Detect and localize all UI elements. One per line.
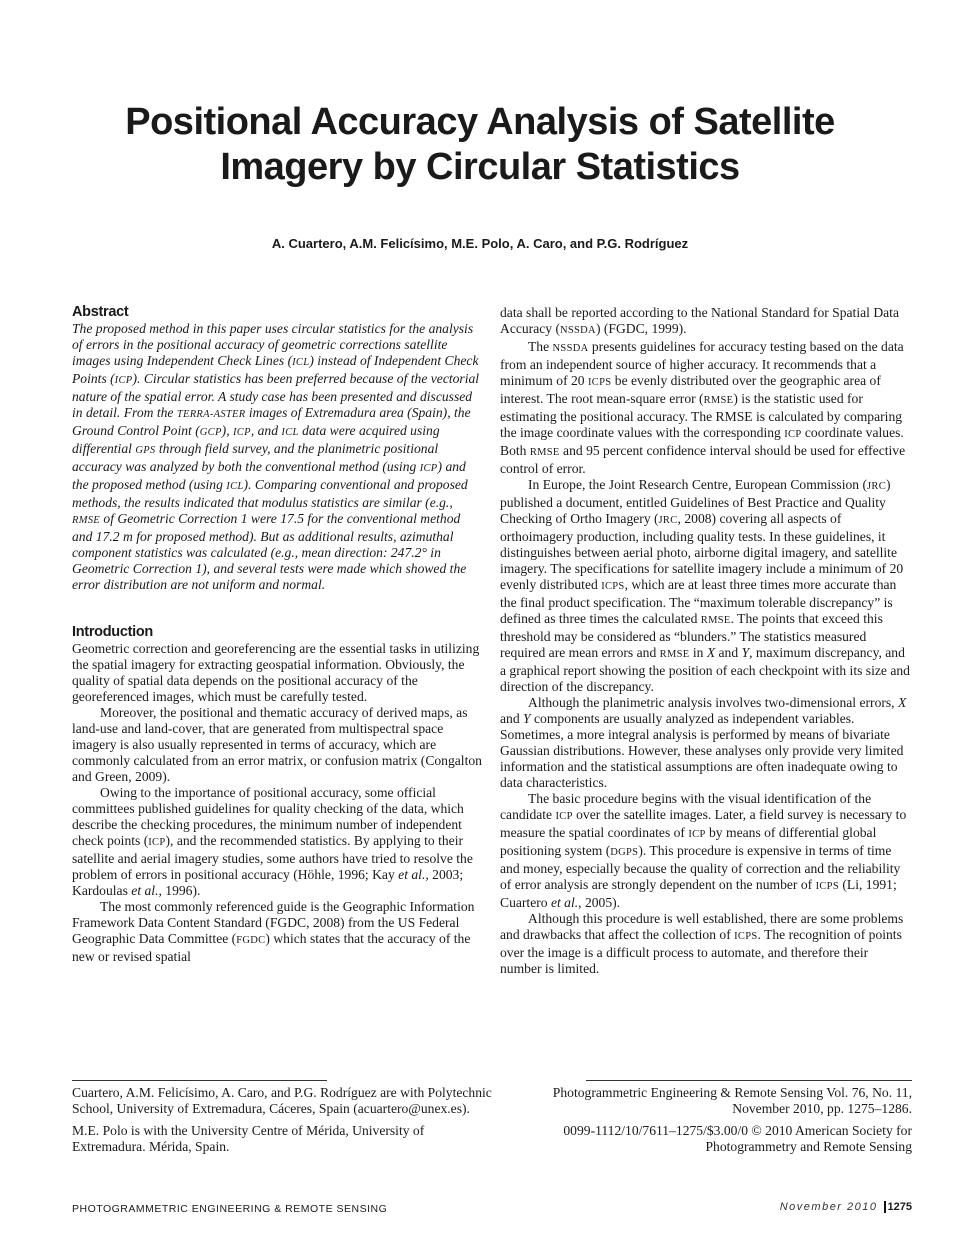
paragraph: Moreover, the positional and thematic accuracy of derived maps, as land-use and land-cover, that are generated from multispectral space imagery is also usually represented in terms of accuracy, which are commonly calculated from an error matrix, or confusion matrix (Congalton and Green, 2009). (72, 705, 482, 784)
running-footer (780, 1201, 912, 1213)
paragraph: The most commonly referenced guide is the Geographic Information Framework Data Content Standard (FGDC, 2008) from the US Federal Geographic Data Committee (FGDC) which states that the accuracy of the new or revised spatial (72, 899, 475, 964)
abstract-text: The proposed method in this paper uses circular statistics for the analysis of errors in the positional accuracy of geometric corrections satellite images using Independent Check Lines (ICL) instead of Independent Check Points (ICP). Circular statistics has been preferred because of the vectorial nature of the spatial error. A study case has been presented and discussed in detail. From the TERRA-ASTER images of Extremadura area (Spain), the Ground Control Point (GCP), ICP, and ICL data were acquired using differential GPS through field survey, and the planimetric positional accuracy was analyzed by both the conventional method (using ICP) and the proposed method (using ICL). Comparing conventional and proposed methods, the results indicated that modulus statistics are similar (e.g., RMSE of Geometric Correction 1 were 17.5 for the conventional method and 17.2 m for proposed method). But as additional results, azimuthal component statistics was calculated (e.g., mean direction: 247.2° in Geometric Correction 1), and several tests were made which showed the error distribution are not uniform and normal. (72, 321, 480, 592)
paragraph: data shall be reported according to the National Standard for Spatial Data Accuracy (NSSDA) (FGDC, 1999). (500, 305, 899, 336)
paragraph: The basic procedure begins with the visual identification of the candidate ICP over the satellite images. Later, a field survey is necessary to measure the spatial coordinates of ICP by means of differential global positioning system (DGPS). This procedure is expensive in terms of time and money, especially because the quality of correction and the reliability of error analysis are strongly dependent on the number of ICPS (Li, 1991; Cuartero et al., 2005). (500, 791, 907, 910)
title-line-1: Positional Accuracy Analysis of Satellite (125, 101, 835, 143)
citation-divider (586, 1080, 912, 1081)
introduction-body (72, 641, 484, 965)
title-line-2: Imagery by Circular Statistics (220, 146, 740, 188)
paragraph: Although the planimetric analysis involves two-dimensional errors, X and Y components are usually analyzed as independent variables. Sometimes, a more integral analysis is performed by means of bivariate Gaussian distributions. However, these analyses only provide very limited information and the statistical assumptions are often inadequate owing to data characteristics. (500, 695, 907, 790)
author-affiliations (72, 1085, 492, 1161)
page-number: 1275 (887, 1201, 912, 1213)
paragraph: Geometric correction and georeferencing are the essential tasks in utilizing the spatial imagery for extracting geospatial information. Obviously, the quality of spatial data depends on the positional accuracy of the georeferenced images, which must be carefully tested. (72, 641, 480, 704)
abstract-heading: Abstract (72, 304, 129, 320)
footer-date: November 2010 (779, 1201, 878, 1213)
footer-separator (884, 1201, 886, 1213)
right-column (500, 305, 912, 977)
paragraph: The NSSDA presents guidelines for accuracy testing based on the data from an independent source of higher accuracy. It recommends that a minimum of 20 ICPS be evenly distributed over the geographic area of interest. The root mean-square error (RMSE) is the statistic used for estimating the positional accuracy. The RMSE is calculated by comparing the image coordinate values with the corresponding ICP coordinate values. Both RMSE and 95 percent confidence interval should be used for effective control of error. (500, 339, 906, 476)
copyright-note: 0099-1112/10/7611–1275/$3.00/0 © 2010 American Society for Photogrammetry and Remote Sensing (563, 1123, 912, 1154)
journal-citation: Photogrammetric Engineering & Remote Sensing Vol. 76, No. 11, November 2010, pp. 1275–1286. (552, 1085, 912, 1116)
affiliation-note: M.E. Polo is with the University Centre of Mérida, University of Extremadura. Mérida, Spain. (72, 1123, 425, 1154)
paragraph: Owing to the importance of positional accuracy, some official committees published guidelines for quality checking of the data, which describe the checking procedures, the minimum number of independent check points (ICP), and the recommended statistics. By applying to their satellite and aerial imagery studies, some authors have tried to resolve the problem of errors in positional accuracy (Höhle, 1996; Kay et al., 2003; Kardoulas et al., 1996). (72, 785, 473, 898)
paper-title (60, 100, 900, 190)
affiliation-note: Cuartero, A.M. Felicísimo, A. Caro, and P.G. Rodríguez are with Polytechnic School, University of Extremadura, Cáceres, Spain (acuartero@unex.es). (72, 1085, 492, 1116)
left-column (72, 303, 484, 965)
author-list: A. Cuartero, A.M. Felicísimo, M.E. Polo, A. Caro, and P.G. Rodríguez (271, 236, 689, 251)
paragraph: Although this procedure is well established, there are some problems and drawbacks that affect the collection of ICPS. The recognition of points over the image is a difficult process to automate, and therefore their number is limited. (500, 911, 904, 976)
paragraph: In Europe, the Joint Research Centre, European Commission (JRC) published a document, entitled Guidelines of Best Practice and Quality Checking of Ortho Imagery (JRC, 2008) covering all aspects of orthoimagery production, including quality tests. In these guidelines, it distinguishes between aerial photo, airborne digital imagery, and satellite imagery. The specifications for satellite imagery include a minimum of 20 evenly distributed ICPS, which are at least three times more accurate than the final product specification. The “maximum tolerable discrepancy” is defined as three times the calculated RMSE. The points that exceed this threshold may be considered as “blunders.” The statistics measured required are mean errors and RMSE in X and Y, maximum discrepancy, and a graphical report showing the position of each checkpoint with its size and direction of the discrepancy. (500, 477, 910, 694)
introduction-heading: Introduction (72, 624, 153, 640)
running-footer-journal: PHOTOGRAMMETRIC ENGINEERING & REMOTE SENSING (72, 1203, 388, 1215)
footnote-divider (72, 1080, 327, 1081)
citation-info (540, 1085, 912, 1161)
